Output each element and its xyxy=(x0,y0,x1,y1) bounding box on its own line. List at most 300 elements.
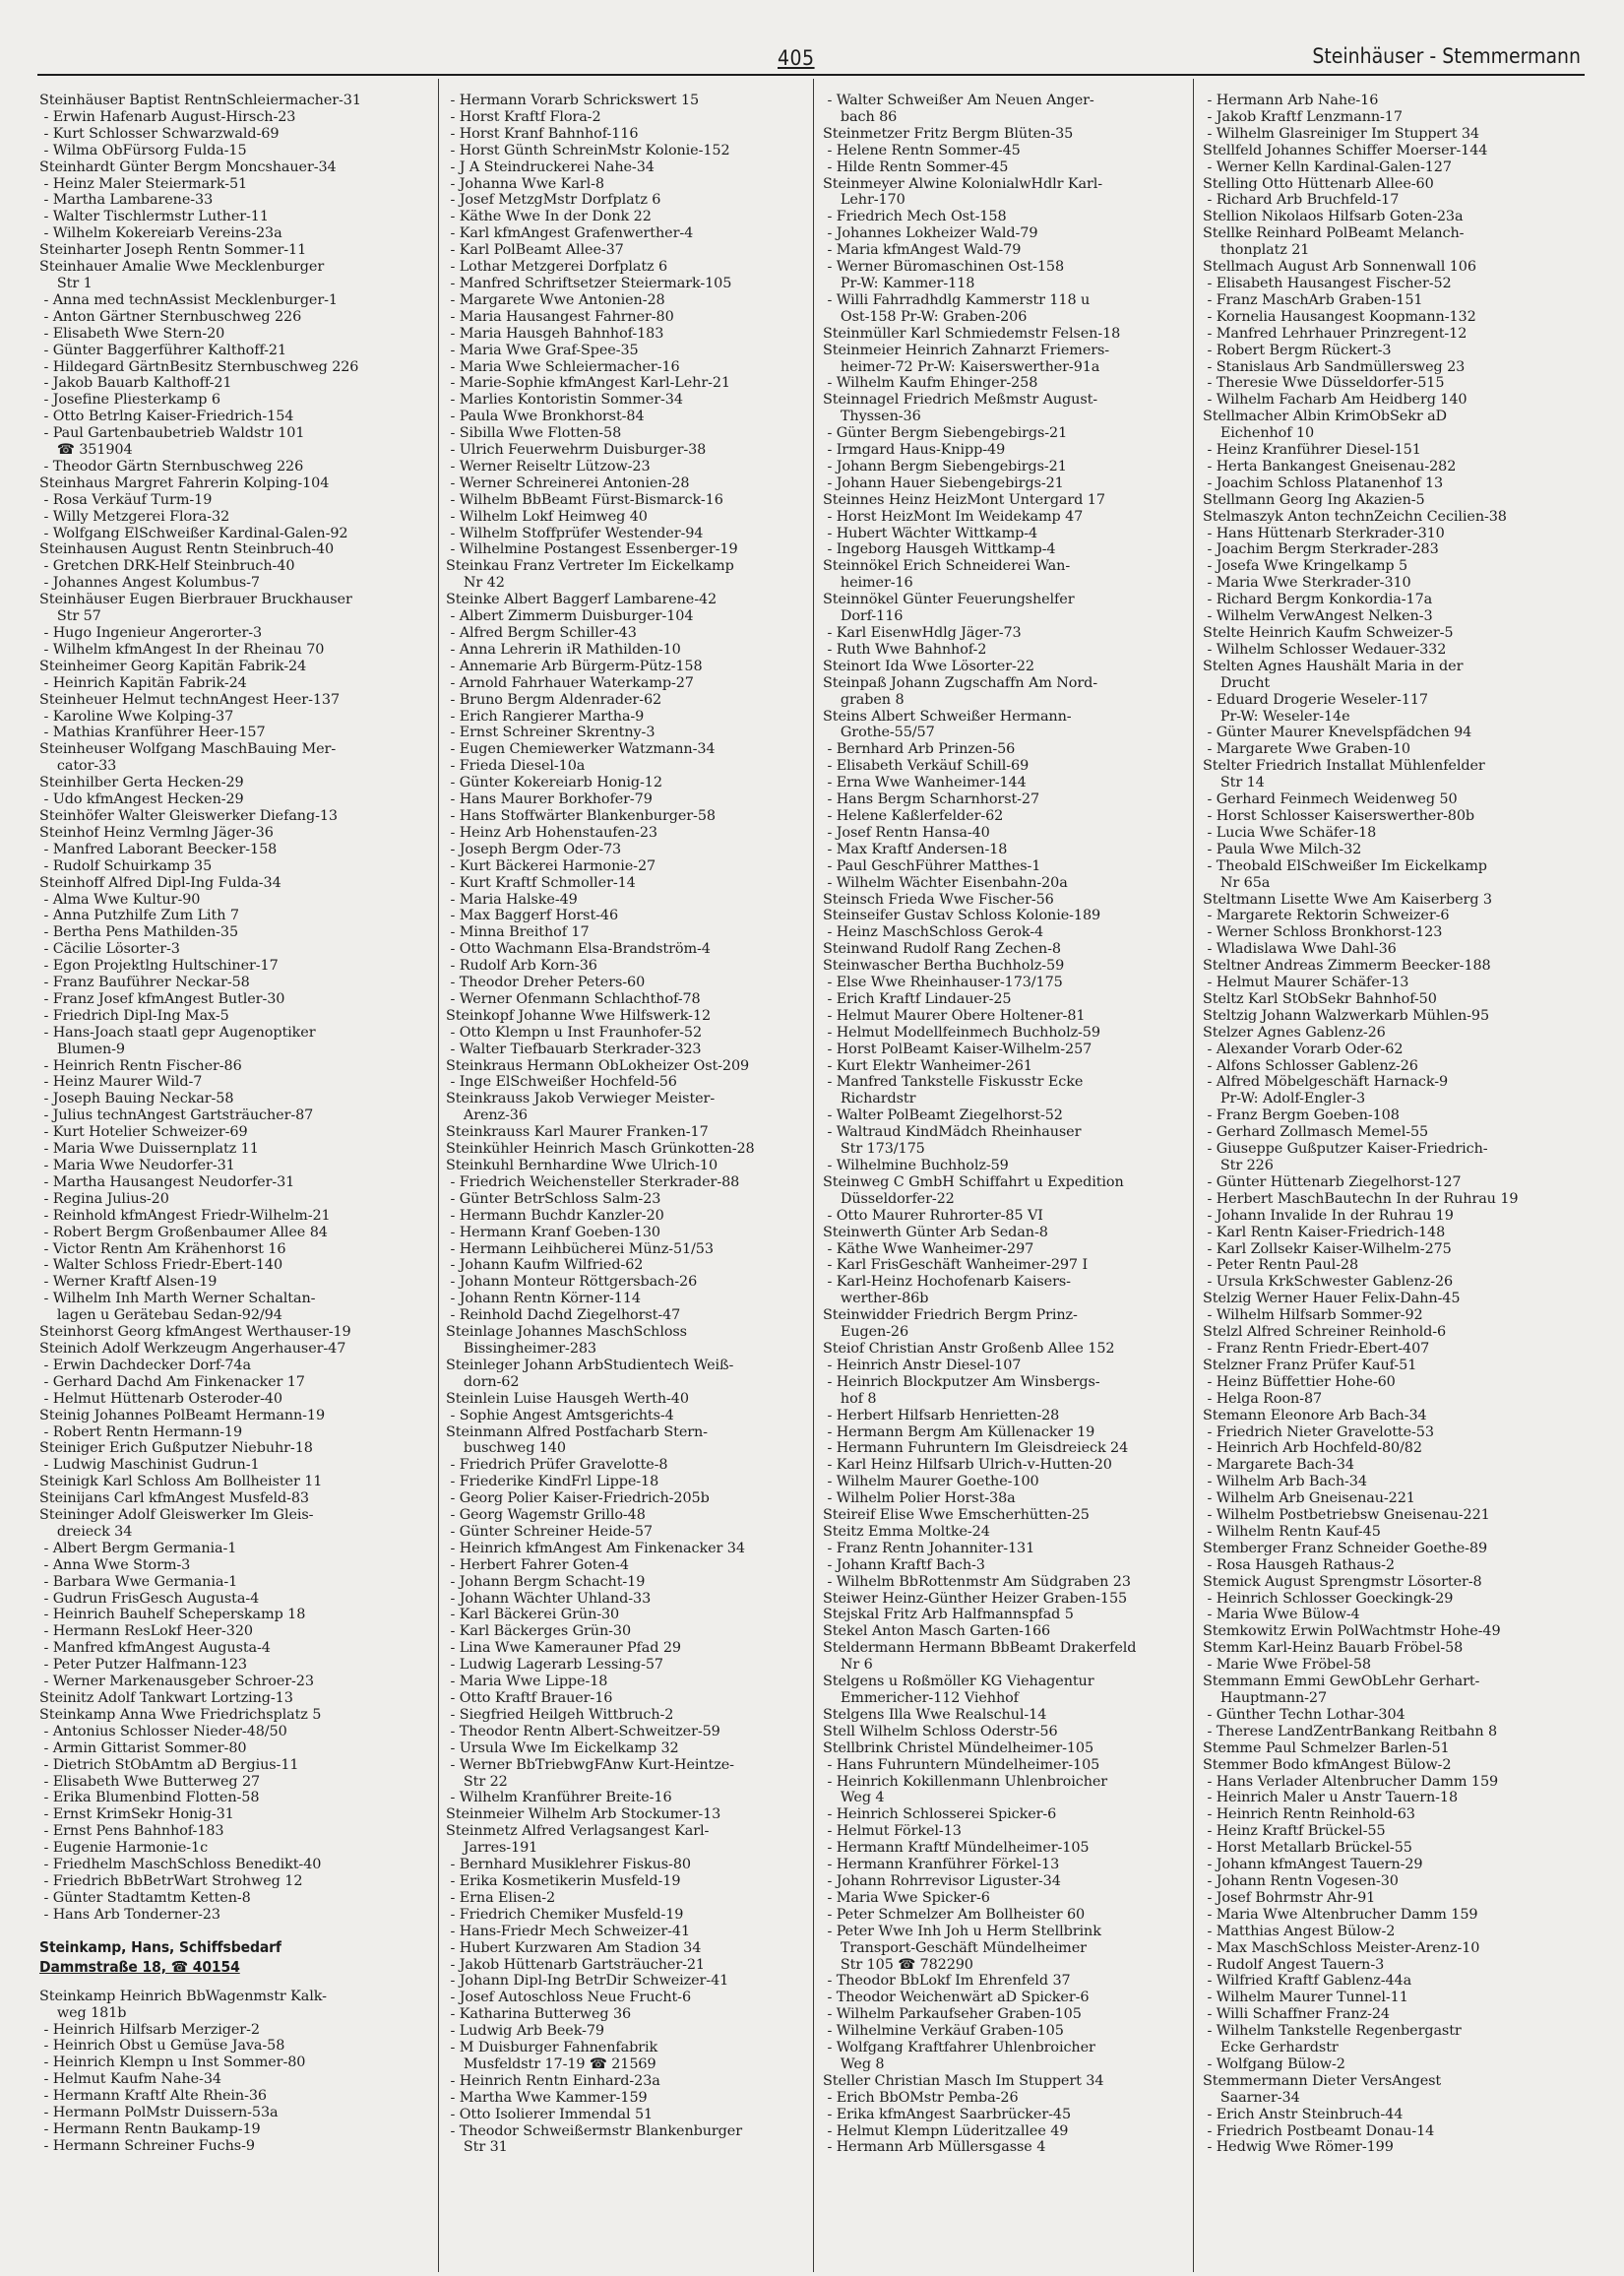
directory-entry-line: - Kurt Elektr Wanheimer-261 xyxy=(823,1057,1032,1074)
directory-entry-line: heimer-16 xyxy=(823,575,913,592)
directory-entry-line: - Peter Wwe Inh Joh u Herm Stellbrink xyxy=(823,1923,1101,1939)
directory-entry-line: - Giuseppe Gußputzer Kaiser-Friedrich- xyxy=(1203,1141,1488,1158)
directory-entry-line: - Therese LandZentrBankang Reitbahn 8 xyxy=(1203,1723,1498,1739)
directory-entry-line: Drucht xyxy=(1203,674,1271,691)
directory-entry-line: - Marie-Sophie kfmAngest Karl-Lehr-21 xyxy=(446,375,730,392)
directory-entry-line: - Wilhelm Lokf Heimweg 40 xyxy=(446,508,648,525)
directory-entry-line: - Katharina Butterweg 36 xyxy=(446,2006,632,2023)
directory-entry-line: Steinmann Alfred Postfacharb Stern- xyxy=(446,1423,708,1440)
directory-entry-line: - Lothar Metzgerei Dorfplatz 6 xyxy=(446,259,668,276)
directory-entry-line: Stemm Karl-Heinz Bauarb Fröbel-58 xyxy=(1203,1640,1464,1657)
directory-entry-line: - Kurt Kraftf Schmoller-14 xyxy=(446,874,636,891)
directory-entry-line: Str 173/175 xyxy=(823,1141,925,1158)
directory-entry-line: - Anna Putzhilfe Zum Lith 7 xyxy=(39,908,239,924)
directory-entry-line: - Hans Stoffwärter Blankenburger-58 xyxy=(446,807,716,824)
directory-entry-line: - Maria Wwe Altenbrucher Damm 159 xyxy=(1203,1906,1478,1923)
directory-entry-line: - Franz Josef kfmAngest Butler-30 xyxy=(39,990,285,1007)
directory-entry-line: - Walter Schloss Friedr-Ebert-140 xyxy=(39,1257,283,1274)
directory-entry-line: Steinnökel Erich Schneiderei Wan- xyxy=(823,558,1071,575)
directory-entry-line: Steinich Adolf Werkzeugm Angerhauser-47 xyxy=(39,1340,346,1357)
directory-entry-line: Stelling Otto Hüttenarb Allee-60 xyxy=(1203,175,1434,192)
directory-entry-line: - Theodor Rentn Albert-Schweitzer-59 xyxy=(446,1723,720,1739)
directory-entry-line: - Hubert Wächter Wittkamp-4 xyxy=(823,525,1038,541)
directory-entry-line: Str 22 xyxy=(446,1773,508,1790)
directory-entry-line: - Helene Kaßlerfelder-62 xyxy=(823,807,1004,824)
directory-entry-line: - Manfred Lehrhauer Prinzregent-12 xyxy=(1203,325,1468,342)
header-rule xyxy=(37,74,1585,76)
directory-entry-line: - Wilhelm Stoffprüfer Westender-94 xyxy=(446,525,704,541)
directory-entry-line: Steinmetz Alfred Verlagsangest Karl- xyxy=(446,1823,710,1840)
directory-entry-line: - Friederike KindFrl Lippe-18 xyxy=(446,1474,659,1490)
directory-entry-line: - Wilhelm Glasreiniger Im Stuppert 34 xyxy=(1203,125,1479,142)
directory-entry-line: Steinsch Frieda Wwe Fischer-56 xyxy=(823,891,1054,908)
directory-entry-line: Steinhöfer Walter Gleiswerker Diefang-13 xyxy=(39,807,338,824)
directory-entry-line: - Herbert MaschBautechn In der Ruhrau 19 xyxy=(1203,1190,1519,1207)
directory-entry-line: Grothe-55/57 xyxy=(823,725,935,741)
directory-entry-line: - Albert Zimmerm Duisburger-104 xyxy=(446,608,694,625)
directory-entry-line: - Erich BbOMstr Pemba-26 xyxy=(823,2089,1019,2106)
directory-entry-line: - Paul GeschFührer Matthes-1 xyxy=(823,857,1041,874)
directory-entry-line: Steitz Emma Moltke-24 xyxy=(823,1523,990,1540)
directory-entry-line: - Werner Reiseltr Lützow-23 xyxy=(446,458,651,474)
directory-entry-line: Stellion Nikolaos Hilfsarb Goten-23a xyxy=(1203,209,1464,225)
directory-entry-line: - Wilhelm Kaufm Ehinger-258 xyxy=(823,375,1038,392)
directory-entry-line: - Theodor Schweißermstr Blankenburger xyxy=(446,2122,742,2139)
directory-entry-line: Steiwer Heinz-Günther Heizer Graben-155 xyxy=(823,1590,1128,1607)
directory-entry-line: - Marie Wwe Fröbel-58 xyxy=(1203,1657,1371,1674)
directory-entry-line: - Günter Hüttenarb Ziegelhorst-127 xyxy=(1203,1173,1462,1190)
directory-entry-line: Nr 42 xyxy=(446,575,505,592)
directory-entry-line: Stelzig Werner Hauer Felix-Dahn-45 xyxy=(1203,1291,1461,1307)
directory-entry-line: - Kurt Bäckerei Harmonie-27 xyxy=(446,857,656,874)
directory-entry-line: - Hermann Leihbücherei Münz-51/53 xyxy=(446,1240,714,1257)
directory-entry-line: - Ulrich Feuerwehrm Duisburger-38 xyxy=(446,442,707,459)
directory-entry-line: - Helene Rentn Sommer-45 xyxy=(823,142,1021,158)
directory-entry-line: - Willi Schaffner Franz-24 xyxy=(1203,2006,1390,2023)
directory-entry-line: - Siegfried Heilgeh Wittbruch-2 xyxy=(446,1706,674,1723)
directory-entry-line: - Werner Büromaschinen Ost-158 xyxy=(823,259,1065,276)
directory-entry-line: - Maria Wwe Schleiermacher-16 xyxy=(446,358,680,375)
directory-entry-line: Stellke Reinhard PolBeamt Melanch- xyxy=(1203,225,1465,242)
directory-entry-line: - Günter Maurer Knevelspfädchen 94 xyxy=(1203,725,1472,741)
directory-entry-line: - Peter Rentn Paul-28 xyxy=(1203,1257,1359,1274)
directory-entry-line: Stelzner Franz Prüfer Kauf-51 xyxy=(1203,1357,1417,1373)
directory-entry-line: - Werner Markenausgeber Schroer-23 xyxy=(39,1674,314,1690)
directory-entry-line: - Ursula Wwe Im Eickelkamp 32 xyxy=(446,1739,679,1756)
directory-entry-line: - Eduard Drogerie Weseler-117 xyxy=(1203,691,1428,708)
directory-entry-line: - Margarete Wwe Graben-10 xyxy=(1203,741,1410,758)
directory-entry-line: - Heinrich Kapitän Fabrik-24 xyxy=(39,674,247,691)
directory-entry-line: - Manfred kfmAngest Augusta-4 xyxy=(39,1640,271,1657)
directory-entry-line: - Heinrich Arb Hochfeld-80/82 xyxy=(1203,1440,1422,1457)
directory-entry-line: - Otto Wachmann Elsa-Brandström-4 xyxy=(446,941,711,958)
directory-entry-line: - Otto Kraftf Brauer-16 xyxy=(446,1690,613,1706)
directory-entry-line: Steinmüller Karl Schmiedemstr Felsen-18 xyxy=(823,325,1121,342)
directory-entry-line: Steinhorst Georg kfmAngest Werthauser-19 xyxy=(39,1324,351,1341)
directory-entry-line: - Johann Bergm Schacht-19 xyxy=(446,1573,646,1590)
directory-entry-line: Stelten Agnes Haushält Maria in der xyxy=(1203,658,1464,674)
directory-entry-line: - Erich Rangierer Martha-9 xyxy=(446,708,645,725)
directory-entry-line: dorn-62 xyxy=(446,1373,520,1390)
directory-entry-line: - Otto Maurer Ruhrorter-85 VI xyxy=(823,1207,1043,1224)
directory-entry-line: Stemmer Bodo kfmAngest Bülow-2 xyxy=(1203,1756,1452,1773)
directory-entry-line: - Hans Arb Tonderner-23 xyxy=(39,1906,220,1923)
directory-entry-line: - Josef Rentn Hansa-40 xyxy=(823,824,990,841)
directory-entry-line: - Karl Bäckerges Grün-30 xyxy=(446,1623,632,1640)
directory-entry-line: - Heinz Maurer Wild-7 xyxy=(39,1074,203,1091)
directory-entry-line: - Sophie Angest Amtsgerichts-4 xyxy=(446,1407,674,1423)
directory-entry-line: - Werner Kraftf Alsen-19 xyxy=(39,1274,218,1291)
directory-entry-line: - Johann Dipl-Ing BetrDir Schweizer-41 xyxy=(446,1973,729,1990)
directory-entry-line: - Johann Kaufm Wilfried-62 xyxy=(446,1257,644,1274)
directory-entry-line: Steiniger Erich Gußputzer Niebuhr-18 xyxy=(39,1440,313,1457)
directory-entry-line: - Martha Wwe Kammer-159 xyxy=(446,2089,648,2106)
directory-entry-line: - Wilhelm Hilfsarb Sommer-92 xyxy=(1203,1307,1423,1324)
directory-entry-line: - Willy Metzgerei Flora-32 xyxy=(39,508,230,525)
directory-entry-line: Richardstr xyxy=(823,1091,916,1107)
directory-entry-line: lagen u Gerätebau Sedan-92/94 xyxy=(39,1307,282,1324)
column-3 xyxy=(823,93,1182,2273)
directory-entry-line: Steinhäuser Baptist RentnSchleiermacher-31 xyxy=(39,93,361,108)
directory-entry-line: Stemme Paul Schmelzer Barlen-51 xyxy=(1203,1739,1450,1756)
directory-entry-line: - Anna Wwe Storm-3 xyxy=(39,1556,191,1573)
directory-entry-line: - Manfred Tankstelle Fiskusstr Ecke xyxy=(823,1074,1084,1091)
directory-entry-line: - Josef Bohrmstr Ahr-91 xyxy=(1203,1889,1376,1906)
directory-entry-line: - Karl EisenwHdlg Jäger-73 xyxy=(823,625,1022,641)
directory-entry-line: Steinmetzer Fritz Bergm Blüten-35 xyxy=(823,125,1074,142)
directory-entry-line: Steinleger Johann ArbStudientech Weiß- xyxy=(446,1357,734,1373)
directory-entry-line: Str 226 xyxy=(1203,1158,1274,1173)
directory-entry-line: - Cäcilie Lösorter-3 xyxy=(39,941,180,958)
directory-entry-line: - Hermann ResLokf Heer-320 xyxy=(39,1623,253,1640)
directory-entry-line: Steinmeier Wilhelm Arb Stockumer-13 xyxy=(446,1806,721,1823)
directory-entry-line: - Heinrich Schlosserei Spicker-6 xyxy=(823,1806,1057,1823)
directory-entry-line: Steinkühler Heinrich Masch Grünkotten-28 xyxy=(446,1141,755,1158)
directory-entry-line: - Hermann Kranführer Förkel-13 xyxy=(823,1857,1060,1873)
directory-entry-line: - Ingeborg Hausgeh Wittkamp-4 xyxy=(823,541,1056,558)
directory-entry-line: - Alma Wwe Kultur-90 xyxy=(39,891,201,908)
directory-entry-line: - Willi Fahrradhdlg Kammerstr 118 u xyxy=(823,291,1091,308)
directory-entry-line: Steinwascher Bertha Buchholz-59 xyxy=(823,958,1065,975)
directory-entry-line: - Ludwig Maschinist Gudrun-1 xyxy=(39,1457,260,1474)
directory-entry-line: - Walter Schweißer Am Neuen Anger- xyxy=(823,93,1094,108)
directory-entry-line: Pr-W: Weseler-14e xyxy=(1203,708,1350,725)
directory-entry-line: - Johannes Angest Kolumbus-7 xyxy=(39,575,260,592)
directory-entry-line: - Josef MetzgMstr Dorfplatz 6 xyxy=(446,192,661,209)
directory-entry-line: Str 14 xyxy=(1203,775,1265,791)
directory-entry-line: dreieck 34 xyxy=(39,1523,133,1540)
directory-entry-line: Steinwand Rudolf Rang Zechen-8 xyxy=(823,941,1061,958)
directory-entry-line: - Hildegard GärtnBesitz Sternbuschweg 226 xyxy=(39,358,359,375)
directory-entry-line: - Franz Bauführer Neckar-58 xyxy=(39,975,250,991)
directory-entry-line: Steinheuer Helmut technAngest Heer-137 xyxy=(39,691,341,708)
directory-entry-line: - Julius technAngest Gartsträucher-87 xyxy=(39,1107,314,1124)
directory-entry-line: - Johann Monteur Röttgersbach-26 xyxy=(446,1274,698,1291)
directory-entry-line: - Udo kfmAngest Hecken-29 xyxy=(39,791,244,808)
directory-entry-line: - Johann Bergm Siebengebirgs-21 xyxy=(823,458,1067,474)
directory-entry-line: - Horst Schlosser Kaiserswerther-80b xyxy=(1203,807,1474,824)
directory-entry-line: Steinnagel Friedrich Meßmstr August- xyxy=(823,392,1098,409)
directory-entry-line: - Erika kfmAngest Saarbrücker-45 xyxy=(823,2106,1072,2122)
directory-entry-line: - Friedrich Mech Ost-158 xyxy=(823,209,1007,225)
directory-entry-line: - Frieda Diesel-10a xyxy=(446,758,586,775)
directory-entry-line: - Bruno Bergm Aldenrader-62 xyxy=(446,691,662,708)
directory-entry-line: - Max Baggerf Horst-46 xyxy=(446,908,619,924)
directory-entry-line: - Richard Bergm Konkordia-17a xyxy=(1203,592,1433,608)
directory-entry-line: - Wolfgang Bülow-2 xyxy=(1203,2055,1345,2072)
directory-entry-line: Dorf-116 xyxy=(823,608,904,625)
directory-entry-line: - Paula Wwe Milch-32 xyxy=(1203,841,1362,857)
directory-entry-line: - Wilhelm Rentn Kauf-45 xyxy=(1203,1523,1381,1540)
directory-entry-line: - Johann Wächter Uhland-33 xyxy=(446,1590,652,1607)
directory-entry-line: Stemmann Emmi GewObLehr Gerhart- xyxy=(1203,1674,1480,1690)
directory-entry-line: Weg 4 xyxy=(823,1790,885,1806)
directory-entry-line: - Friedrich Dipl-Ing Max-5 xyxy=(39,1007,229,1024)
directory-entry-line: Stelgens u Roßmöller KG Viehagentur xyxy=(823,1674,1094,1690)
directory-entry-line: - Maria Wwe Lippe-18 xyxy=(446,1674,608,1690)
directory-entry-line: - Manfred Schriftsetzer Steiermark-105 xyxy=(446,275,732,291)
directory-entry-line: - Peter Schmelzer Am Bollheister 60 xyxy=(823,1906,1086,1923)
directory-entry-line: - Lucia Wwe Schäfer-18 xyxy=(1203,824,1377,841)
directory-entry-line: - Franz Bergm Goeben-108 xyxy=(1203,1107,1400,1124)
directory-entry-line: Steinhausen August Rentn Steinbruch-40 xyxy=(39,541,335,558)
directory-entry-line: - Hans-Friedr Mech Schweizer-41 xyxy=(446,1923,691,1939)
directory-entry-line: - Werner BbTriebwgFAnw Kurt-Heintze- xyxy=(446,1756,734,1773)
directory-entry-line: - Johann Rohrrevisor Liguster-34 xyxy=(823,1872,1061,1889)
directory-entry-line: Emmericher-112 Viehhof xyxy=(823,1690,1019,1706)
directory-entry-line: Stelzl Alfred Schreiner Reinhold-6 xyxy=(1203,1324,1447,1341)
directory-entry-line: - Erwin Hafenarb August-Hirsch-23 xyxy=(39,108,296,125)
directory-entry-line: - Franz Rentn Friedr-Ebert-407 xyxy=(1203,1340,1430,1357)
directory-entry-line: - Margarete Rektorin Schweizer-6 xyxy=(1203,908,1450,924)
column-2 xyxy=(446,93,805,2273)
directory-entry-line: - Eugen Chemiewerker Watzmann-34 xyxy=(446,741,716,758)
directory-entry-line: - Hans Hüttenarb Sterkrader-310 xyxy=(1203,525,1445,541)
directory-entry-line: - Herbert Hilfsarb Henrietten-28 xyxy=(823,1407,1060,1423)
directory-entry-line: - Franz Rentn Johanniter-131 xyxy=(823,1540,1035,1556)
directory-entry-line: heimer-72 Pr-W: Kaiserswerther-91a xyxy=(823,358,1100,375)
directory-entry-line: Ost-158 Pr-W: Graben-206 xyxy=(823,308,1028,325)
directory-entry-line: - Joachim Schloss Platanenhof 13 xyxy=(1203,474,1444,491)
directory-entry-line: - Ursula KrkSchwester Gablenz-26 xyxy=(1203,1274,1454,1291)
directory-entry-line: - Maria Wwe Duissernplatz 11 xyxy=(39,1141,259,1158)
directory-entry-line: - Wilhelm Parkaufseher Graben-105 xyxy=(823,2006,1082,2023)
directory-entry-line: Steinkuhl Bernhardine Wwe Ulrich-10 xyxy=(446,1158,718,1173)
directory-entry-line: - Johannes Lokheizer Wald-79 xyxy=(823,225,1038,242)
directory-entry-line: - Günter Bergm Siebengebirgs-21 xyxy=(823,425,1068,442)
directory-entry-line: - Horst HeizMont Im Weidekamp 47 xyxy=(823,508,1084,525)
directory-entry-line: Steinseifer Gustav Schloss Kolonie-189 xyxy=(823,908,1101,924)
directory-entry-line: - Heinrich Kokillenmann Uhlenbroicher xyxy=(823,1773,1108,1790)
directory-entry-line: Stellfeld Johannes Schiffer Moerser-144 xyxy=(1203,142,1488,158)
directory-entry-line: Stekel Anton Masch Garten-166 xyxy=(823,1623,1051,1640)
advertisement-name: Steinkamp, Hans, Schiffsbedarf xyxy=(39,1937,281,1956)
directory-entry-line: - Albert Bergm Germania-1 xyxy=(39,1540,237,1556)
directory-entry-line: - Werner Schloss Bronkhorst-123 xyxy=(1203,924,1443,941)
directory-entry-line: - Robert Bergm Rückert-3 xyxy=(1203,342,1392,358)
directory-entry-line: - Käthe Wwe In der Donk 22 xyxy=(446,209,652,225)
directory-entry-line: - Elisabeth Verkäuf Schill-69 xyxy=(823,758,1030,775)
directory-entry-line: - Hermann Vorarb Schrickswert 15 xyxy=(446,93,700,108)
directory-entry-line: - Peter Putzer Halfmann-123 xyxy=(39,1657,247,1674)
directory-entry-line: - Günter Baggerführer Kalthoff-21 xyxy=(39,342,287,358)
directory-entry-line: - Martha Hausangest Neudorfer-31 xyxy=(39,1173,295,1190)
directory-entry-line: - Hilde Rentn Sommer-45 xyxy=(823,158,1009,175)
directory-entry-line: - Heinrich Hilfsarb Merziger-2 xyxy=(39,2021,260,2038)
directory-entry-line: - Johanna Wwe Karl-8 xyxy=(446,175,604,192)
directory-entry-line: Nr 65a xyxy=(1203,874,1271,891)
directory-entry-line: - Alfred Möbelgeschäft Harnack-9 xyxy=(1203,1074,1449,1091)
page-number: 405 xyxy=(778,46,815,70)
directory-entry-line: - Regina Julius-20 xyxy=(39,1190,169,1207)
directory-entry-line: - Gerhard Feinmech Weidenweg 50 xyxy=(1203,791,1458,808)
directory-entry-line: - Reinhold kfmAngest Friedr-Wilhelm-21 xyxy=(39,1207,331,1224)
directory-entry-line: Ecke Gerhardstr xyxy=(1203,2040,1339,2056)
directory-entry-line: - Maria Wwe Neudorfer-31 xyxy=(39,1158,235,1173)
directory-entry-line: Str 1 xyxy=(39,275,93,291)
directory-entry-line: - Wilhelm Tankstelle Regenbergastr xyxy=(1203,2023,1462,2040)
directory-entry-line: - Wilhelm Arb Gneisenau-221 xyxy=(1203,1490,1415,1507)
directory-entry-line: Steinhauer Amalie Wwe Mecklenburger xyxy=(39,259,325,276)
directory-entry-line: - Kurt Schlosser Schwarzwald-69 xyxy=(39,125,280,142)
directory-entry-line: - Hans Maurer Borkhofer-79 xyxy=(446,791,653,808)
directory-entry-line: - Wilhelmine Postangest Essenberger-19 xyxy=(446,541,738,558)
directory-entry-line: - Werner Kelln Kardinal-Galen-127 xyxy=(1203,158,1452,175)
directory-entry-line: ☎ 351904 xyxy=(39,442,133,459)
directory-entry-line: - Theodor Dreher Peters-60 xyxy=(446,975,646,991)
directory-entry-line: - Franz MaschArb Graben-151 xyxy=(1203,291,1423,308)
directory-entry-line: - Walter Tischlermstr Luther-11 xyxy=(39,209,269,225)
directory-entry-line: - Karl Bäckerei Grün-30 xyxy=(446,1607,620,1623)
directory-entry-line: - Heinrich kfmAngest Am Finkenacker 34 xyxy=(446,1540,745,1556)
directory-entry-line: - Wilhelm Facharb Am Heidberg 140 xyxy=(1203,392,1468,409)
directory-entry-line: Steinhoff Alfred Dipl-Ing Fulda-34 xyxy=(39,874,281,891)
directory-entry-line: - Reinhold Dachd Ziegelhorst-47 xyxy=(446,1307,681,1324)
directory-entry-line: Steinharter Joseph Rentn Sommer-11 xyxy=(39,242,307,259)
column-divider xyxy=(813,79,814,2272)
directory-entry-line: - Bernhard Arb Prinzen-56 xyxy=(823,741,1016,758)
directory-entry-line: - Theobald ElSchweißer Im Eickelkamp xyxy=(1203,857,1487,874)
directory-entry-line: - Josefine Pliesterkamp 6 xyxy=(39,392,220,409)
directory-entry-line: Steinhaus Margret Fahrerin Kolping-104 xyxy=(39,474,330,491)
directory-entry-line: Düsseldorfer-22 xyxy=(823,1190,955,1207)
directory-entry-line: - J A Steindruckerei Nahe-34 xyxy=(446,158,655,175)
directory-entry-line: - Wilhelm BbRottenmstr Am Südgraben 23 xyxy=(823,1573,1131,1590)
directory-entry-line: Steinig Johannes PolBeamt Hermann-19 xyxy=(39,1407,326,1423)
directory-entry-line: Steinkamp Heinrich BbWagenmstr Kalk- xyxy=(39,1988,327,2004)
directory-entry-line: - Johann Hauer Siebengebirgs-21 xyxy=(823,474,1064,491)
directory-entry-line: - Heinz Kraftf Brückel-55 xyxy=(1203,1823,1386,1840)
directory-entry-line: - Hans-Joach staatl gepr Augenoptiker xyxy=(39,1024,316,1041)
directory-entry-line: - Friedrich Chemiker Musfeld-19 xyxy=(446,1906,684,1923)
directory-entry-line: Stejskal Fritz Arb Halfmannspfad 5 xyxy=(823,1607,1074,1623)
directory-entry-line: - Egon Projektlng Hultschiner-17 xyxy=(39,958,279,975)
directory-entry-line: - Erika Blumenbind Flotten-58 xyxy=(39,1790,260,1806)
directory-entry-line: bach 86 xyxy=(823,108,898,125)
directory-entry-line: - Richard Arb Bruchfeld-17 xyxy=(1203,192,1400,209)
directory-entry-line: hof 8 xyxy=(823,1390,877,1407)
directory-entry-line: - Maria Wwe Spicker-6 xyxy=(823,1889,990,1906)
directory-entry-line: - Heinrich Klempn u Inst Sommer-80 xyxy=(39,2055,306,2071)
directory-entry-line: - Maria Wwe Sterkrader-310 xyxy=(1203,575,1411,592)
directory-entry-line: Steltzig Johann Walzwerkarb Mühlen-95 xyxy=(1203,1007,1490,1024)
directory-entry-line: - Jakob Hüttenarb Gartsträucher-21 xyxy=(446,1956,705,1973)
directory-entry-line: - Karl FrisGeschäft Wanheimer-297 I xyxy=(823,1257,1089,1274)
directory-entry-line: - Anna Lehrerin iR Mathilden-10 xyxy=(446,641,681,658)
directory-entry-line: Stellmach August Arb Sonnenwall 106 xyxy=(1203,259,1476,276)
directory-entry-line: Steinkau Franz Vertreter Im Eickelkamp xyxy=(446,558,734,575)
directory-entry-line: - Heinrich Rentn Fischer-86 xyxy=(39,1057,242,1074)
directory-entry-line: - Wilhelm Wächter Eisenbahn-20a xyxy=(823,874,1068,891)
directory-entry-line: - Günther Techn Lothar-304 xyxy=(1203,1706,1405,1723)
directory-entry-line: - Rosa Hausgeh Rathaus-2 xyxy=(1203,1556,1395,1573)
directory-entry-line: - Waltraud KindMädch Rheinhauser xyxy=(823,1124,1082,1141)
directory-entry-line: - Erna Wwe Wanheimer-144 xyxy=(823,775,1027,791)
directory-entry-line: Steinhardt Günter Bergm Moncshauer-34 xyxy=(39,158,337,175)
directory-entry-line: - Heinrich Schlosser Goeckingk-29 xyxy=(1203,1590,1454,1607)
directory-entry-line: - Karl PolBeamt Allee-37 xyxy=(446,242,624,259)
directory-entry-line: - Jakob Kraftf Lenzmann-17 xyxy=(1203,108,1403,125)
directory-entry-line: Steinhilber Gerta Hecken-29 xyxy=(39,775,244,791)
directory-entry-line: - Heinz MaschSchloss Gerok-4 xyxy=(823,924,1044,941)
directory-entry-line: - Bertha Pens Mathilden-35 xyxy=(39,924,239,941)
directory-entry-line: Steinlage Johannes MaschSchloss xyxy=(446,1324,687,1341)
directory-entry-line: - Margarete Wwe Antonien-28 xyxy=(446,291,665,308)
directory-entry-line: - Rudolf Schuirkamp 35 xyxy=(39,857,213,874)
directory-entry-line: - Ernst Pens Bahnhof-183 xyxy=(39,1823,224,1840)
directory-entry-line: - Friedrich Nieter Gravelotte-53 xyxy=(1203,1423,1434,1440)
directory-entry-line: - Otto Betrlng Kaiser-Friedrich-154 xyxy=(39,409,294,425)
running-head: Steinhäuser - Stemmermann xyxy=(1312,44,1581,68)
directory-entry-line: Stelter Friedrich Installat Mühlenfelder xyxy=(1203,758,1485,775)
directory-entry-line: - Josef Autoschloss Neue Frucht-6 xyxy=(446,1990,692,2006)
directory-entry-line: - Karl-Heinz Hochofenarb Kaisers- xyxy=(823,1274,1071,1291)
directory-entry-line: Str 105 ☎ 782290 xyxy=(823,1956,973,1973)
directory-entry-line: - Herbert Fahrer Goten-4 xyxy=(446,1556,629,1573)
directory-entry-line: Steininger Adolf Gleiswerker Im Gleis- xyxy=(39,1507,314,1524)
directory-entry-line: Steltz Karl StObSekr Bahnhof-50 xyxy=(1203,990,1437,1007)
directory-entry-line: - Joseph Bauing Neckar-58 xyxy=(39,1091,234,1107)
directory-entry-line: - Armin Gittarist Sommer-80 xyxy=(39,1739,247,1756)
directory-entry-line: - Helga Roon-87 xyxy=(1203,1390,1323,1407)
directory-entry-line: - Wilhelm VerwAngest Nelken-3 xyxy=(1203,608,1433,625)
directory-entry-line: - Else Wwe Rheinhauser-173/175 xyxy=(823,975,1063,991)
directory-entry-line: - Margarete Bach-34 xyxy=(1203,1457,1354,1474)
directory-entry-line: - Herta Bankangest Gneisenau-282 xyxy=(1203,458,1457,474)
directory-entry-line: Steinkamp Anna Wwe Friedrichsplatz 5 xyxy=(39,1706,322,1723)
directory-entry-line: - Helmut Hüttenarb Osteroder-40 xyxy=(39,1390,282,1407)
directory-entry-line: - Hans Verlader Altenbrucher Damm 159 xyxy=(1203,1773,1499,1790)
directory-entry-line: Eichenhof 10 xyxy=(1203,425,1315,442)
directory-entry-line: - Heinrich Blockputzer Am Winsbergs- xyxy=(823,1373,1100,1390)
directory-entry-line: - Stanislaus Arb Sandmüllersweg 23 xyxy=(1203,358,1466,375)
directory-entry-line: - Wilhelm Inh Marth Werner Schaltan- xyxy=(39,1291,316,1307)
directory-entry-line: - Wilfried Kraftf Gablenz-44a xyxy=(1203,1973,1412,1990)
directory-entry-line: - Friedrich Weichensteller Sterkrader-88 xyxy=(446,1173,740,1190)
directory-entry-line: - Johann Rentn Körner-114 xyxy=(446,1291,641,1307)
directory-entry-line: - Horst Kraftf Flora-2 xyxy=(446,108,601,125)
directory-entry-line: Stemann Eleonore Arb Bach-34 xyxy=(1203,1407,1427,1423)
directory-entry-line: - Horst Kranf Bahnhof-116 xyxy=(446,125,639,142)
directory-entry-line: graben 8 xyxy=(823,691,905,708)
directory-entry-line: Steinhäuser Eugen Bierbrauer Bruckhauser xyxy=(39,592,352,608)
directory-entry-line: - Josefa Wwe Kringelkamp 5 xyxy=(1203,558,1408,575)
directory-entry-line: - Matthias Angest Bülow-2 xyxy=(1203,1923,1396,1939)
directory-entry-line: - Horst PolBeamt Kaiser-Wilhelm-257 xyxy=(823,1041,1093,1057)
directory-entry-line: Steinnes Heinz HeizMont Untergard 17 xyxy=(823,491,1105,508)
directory-entry-line: - Johann Rentn Vogesen-30 xyxy=(1203,1872,1399,1889)
directory-entry-line: - Erich Kraftf Lindauer-25 xyxy=(823,990,1012,1007)
